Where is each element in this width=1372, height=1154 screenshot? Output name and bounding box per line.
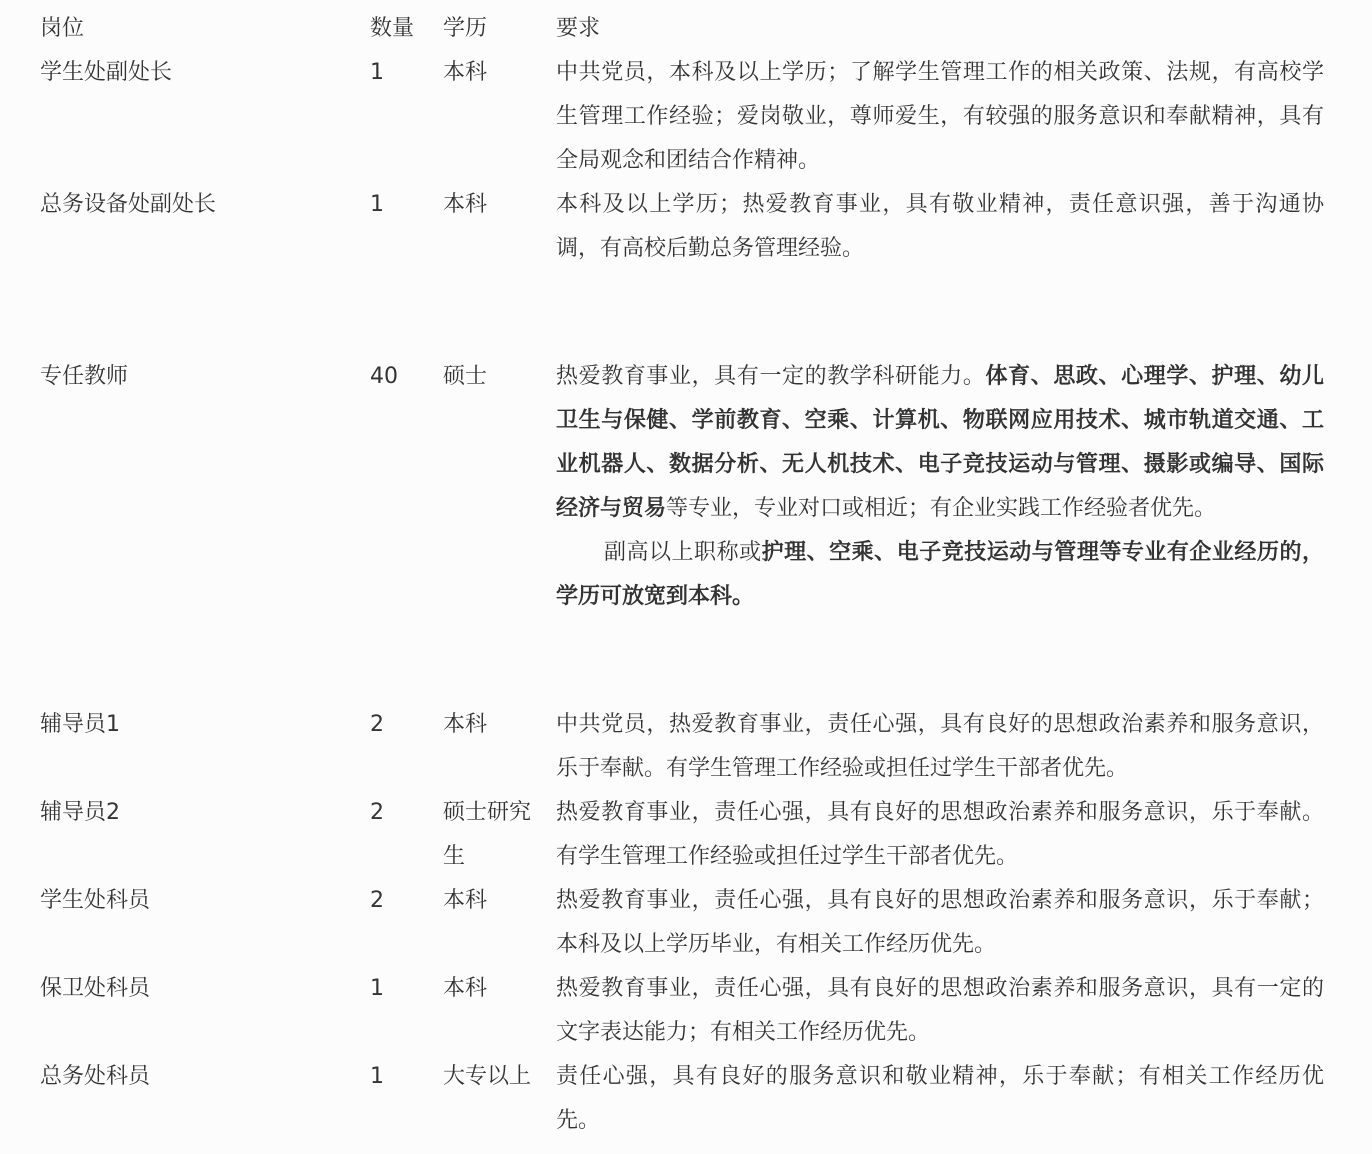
post-requirements: 中共党员，热爱教育事业，责任心强，具有良好的思想政治素养和服务意识，乐于奉献。有学生管理工作经验或担任过学生干部者优先。: [556, 712, 1324, 781]
requirements-text: 副高以上职称或: [604, 540, 762, 565]
post-name: 总务设备处副处长: [40, 192, 217, 217]
post-count: 2: [370, 712, 384, 737]
header-post: 岗位: [40, 16, 85, 41]
post-name: 保卫处科员: [40, 976, 151, 1001]
post-requirements: 责任心强，具有良好的服务意识和敬业精神，乐于奉献；有相关工作经历优先。: [556, 1064, 1324, 1133]
post-count: 1: [370, 192, 384, 217]
post-name: 总务处科员: [40, 1064, 151, 1089]
post-requirements: 中共党员，本科及以上学历；了解学生管理工作的相关政策、法规，有高校学生管理工作经验；爱岗敬业，尊师爱生，有较强的服务意识和奉献精神，具有全局观念和团结合作精神。: [556, 60, 1324, 173]
post-count: 1: [370, 976, 384, 1001]
requirements-text: 等专业，专业对口或相近；有企业实践工作经验者优先。: [666, 496, 1217, 521]
post-education: 本科: [443, 192, 488, 217]
post-name: 学生处副处长: [40, 60, 173, 85]
requirements-text: 热爱教育事业，具有一定的教学科研能力。: [556, 364, 986, 389]
post-count: 2: [370, 800, 384, 825]
post-education: 本科: [443, 60, 488, 85]
post-count: 40: [370, 364, 398, 389]
post-education: 硕士: [443, 364, 488, 389]
post-education: 硕士研究生: [443, 800, 532, 869]
post-education: 大专以上: [443, 1064, 532, 1089]
requirements-paragraph-2: [556, 531, 1324, 619]
post-name: 辅导员2: [40, 800, 120, 825]
post-requirements: 热爱教育事业，责任心强，具有良好的思想政治素养和服务意识，乐于奉献。有学生管理工作经验或担任过学生干部者优先。: [556, 800, 1324, 869]
requirements-majors-bold: 体育、思政、心理学、护理、幼儿卫生与保健、学前教育、空乘、计算机、物联网应用技术、城市轨道交通、工业机器人、数据分析、无人机技术、电子竞技运动与管理、摄影或编导、国际经济与贸易: [556, 364, 1324, 521]
post-education: 本科: [443, 712, 488, 737]
post-requirements: 热爱教育事业，责任心强，具有良好的思想政治素养和服务意识，乐于奉献；本科及以上学历毕业，有相关工作经历优先。: [556, 888, 1324, 957]
post-name: 辅导员1: [40, 712, 120, 737]
requirements-exception-bold: 护理、空乘、电子竞技运动与管理等专业有企业经历的，学历可放宽到本科。: [556, 540, 1324, 609]
post-education: 本科: [443, 888, 488, 913]
post-requirements: 本科及以上学历；热爱教育事业，具有敬业精神，责任意识强，善于沟通协调，有高校后勤总务管理经验。: [556, 192, 1324, 261]
requirements-paragraph-1: [556, 355, 1324, 531]
post-requirements: [556, 355, 1324, 619]
post-education: 本科: [443, 976, 488, 1001]
post-count: 2: [370, 888, 384, 913]
post-count: 1: [370, 1064, 384, 1089]
header-requirements: 要求: [556, 16, 601, 41]
header-count: 数量: [370, 16, 415, 41]
post-name: 学生处科员: [40, 888, 151, 913]
header-education: 学历: [443, 16, 488, 41]
post-name: 专任教师: [40, 364, 129, 389]
post-count: 1: [370, 60, 384, 85]
post-requirements: 热爱教育事业，责任心强，具有良好的思想政治素养和服务意识，具有一定的文字表达能力；有相关工作经历优先。: [556, 976, 1324, 1045]
